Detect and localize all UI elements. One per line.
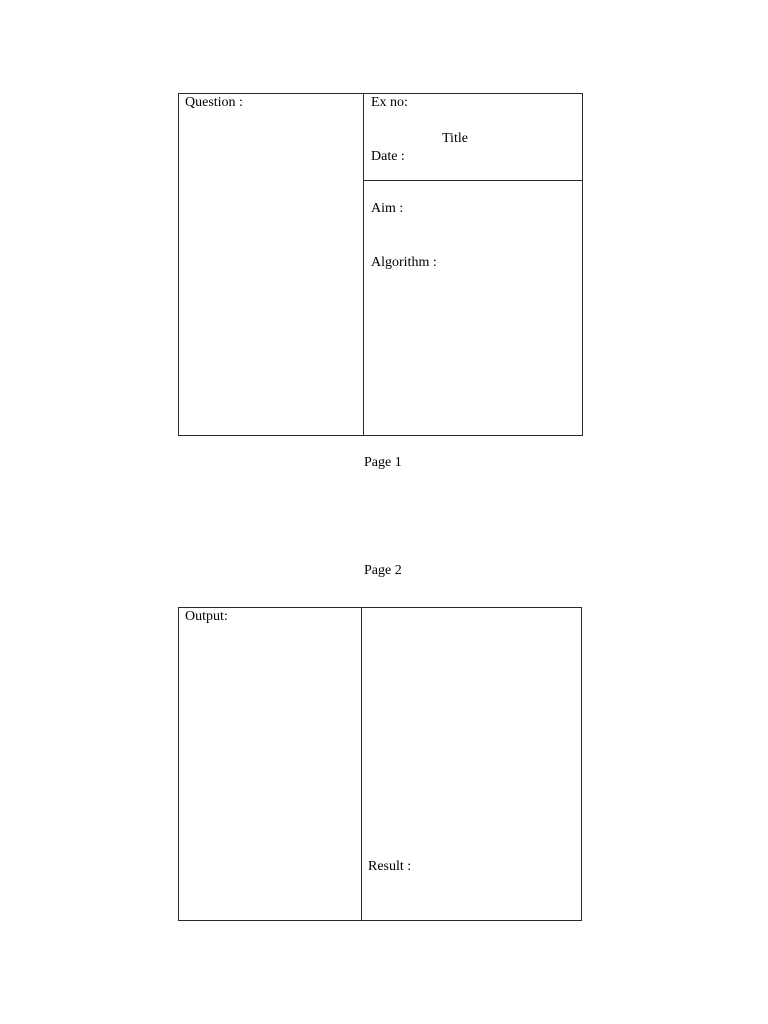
page2-column-divider [361, 607, 362, 921]
page1-column-divider [363, 93, 364, 436]
question-label: Question : [185, 95, 243, 110]
page2-border-top [178, 607, 582, 608]
output-label: Output: [185, 609, 228, 624]
algorithm-label: Algorithm : [371, 255, 437, 270]
page1-footer: Page 1 [364, 455, 402, 470]
page2-border-right [581, 607, 582, 921]
title-label: Title [442, 131, 468, 146]
page1-header-divider [363, 180, 583, 181]
exno-label: Ex no: [371, 95, 408, 110]
page1-border-left [178, 93, 179, 436]
page2-header: Page 2 [364, 563, 402, 578]
page1-border-top [178, 93, 583, 94]
date-label: Date : [371, 149, 405, 164]
page1-border-bottom [178, 435, 583, 436]
result-label: Result : [368, 859, 412, 874]
page1-border-right [582, 93, 583, 436]
page2-border-left [178, 607, 179, 921]
aim-label: Aim : [371, 201, 404, 216]
page2-border-bottom [178, 920, 582, 921]
